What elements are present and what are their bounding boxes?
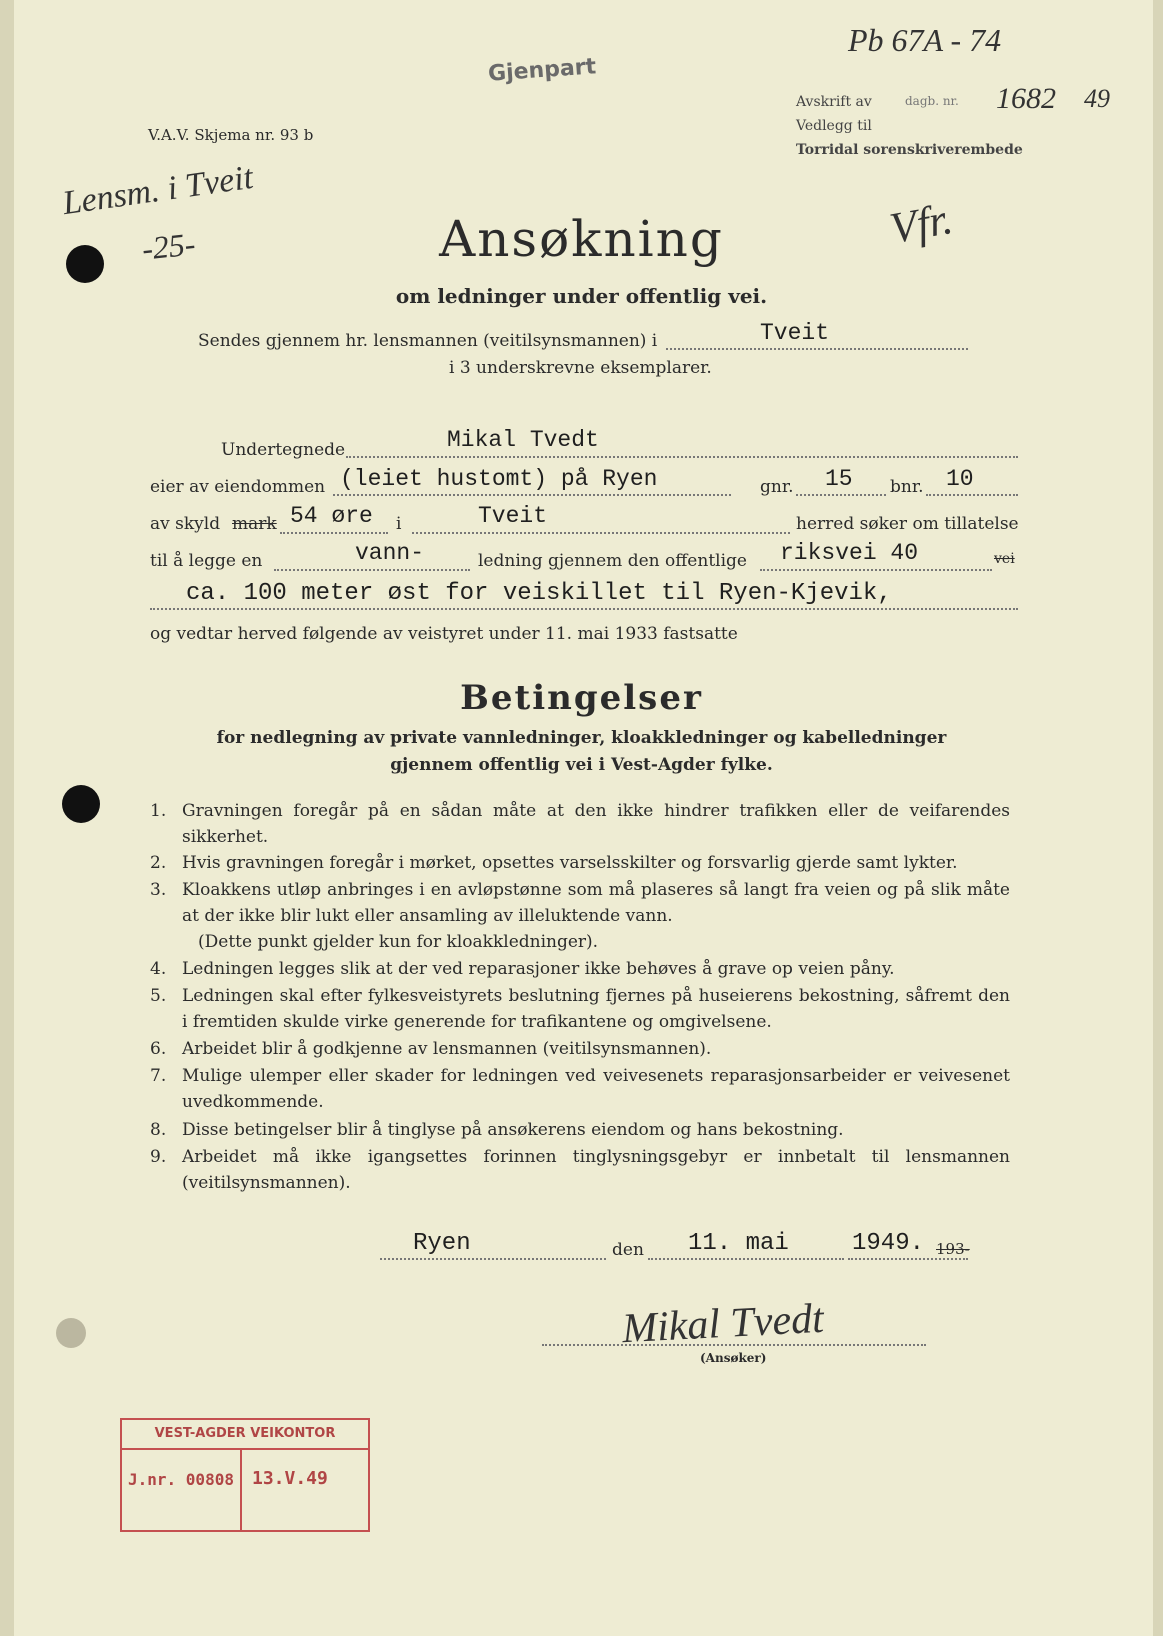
accept-text: og vedtar herved følgende av veistyret under 11. mai 1933 fastsatte [150,624,738,644]
office-stamp-title: VEST-AGDER VEIKONTOR [122,1420,368,1450]
condition-number: 1. [150,801,167,821]
condition-text: Arbeidet må ikke igangsettes forinnen tinglysningsgebyr er innbetalt til lensmannen (veitilsynsmannen). [182,1147,1010,1193]
copy-stamp: Gjenpart [487,54,597,87]
office-stamp-divider [240,1448,242,1530]
road-value: riksvei 40 [780,540,919,566]
avskrift-line-3: Torridal sorenskriverembede [796,142,1023,158]
date-value: 11. mai [688,1230,789,1257]
location-line [150,608,1018,610]
send-via-label: Sendes gjennem hr. lensmannen (veitilsynsmannen) i [198,331,658,351]
skyld-line [280,532,388,534]
initials-annotation: Vfr. [886,193,957,254]
condition-number: 7. [150,1066,167,1086]
place-value: Ryen [413,1230,471,1257]
gnr-label: gnr. [760,477,794,497]
conditions-subtitle-1: for nedlegning av private vannledninger, kloakkledninger og kabelledninger [216,728,947,748]
condition-number: 8. [150,1120,167,1140]
owner-label: eier av eiendommen [150,477,326,497]
undersigned-label: Undertegnede [221,440,346,460]
avskrift-dagbok-label: dagb. nr. [905,94,959,108]
avskrift-line-1: Avskrift av [796,94,872,110]
signature-caption: (Ansøker) [700,1351,767,1365]
road-line [760,569,992,571]
gnr-line [796,494,886,496]
condition-text: Kloakkens utløp anbringes i en avløpstønne som må plaseres så langt fra veien og på slik måte at der ikke blir lukt eller ansamling av illeluktende vann. [182,880,1010,926]
skyld-in-label: i [396,514,402,534]
skyld-value: 54 øre [290,503,373,529]
owner-line [333,494,731,496]
condition-text: Mulige ulemper eller skader for ledningen ved veivesenets reparasjonsarbeider er veivesenet uvedkommende. [182,1066,1010,1112]
skyld-struck-unit: mark [232,514,277,534]
office-stamp-journal: J.nr. 00808 [128,1470,234,1489]
date-line [648,1258,844,1260]
bnr-line [926,494,1018,496]
condition-number: 5. [150,986,167,1006]
margin-note-line1: Lensm. i Tveit [60,158,256,223]
condition-number: 3. [150,880,167,900]
copies-label: i 3 underskrevne eksemplarer. [449,358,712,378]
office-stamp-date: 13.V.49 [252,1468,328,1489]
condition-text: Disse betingelser blir å tinglyse på ansøkerens eiendom og hans bekostning. [182,1120,844,1140]
herred-label: herred søker om tillatelse [796,514,1019,534]
undersigned-value: Mikal Tvedt [447,427,599,453]
document-subtitle: om ledninger under offentlig vei. [395,284,768,308]
year-printed: 193- [936,1240,970,1258]
date-label: den [612,1240,644,1260]
punch-hole-middle [62,785,100,823]
lay-line [274,569,470,571]
lay-label: til å legge en [150,551,263,571]
year-value: 1949. [852,1230,925,1257]
through-label: ledning gjennem den offentlige [478,551,747,571]
office-stamp [120,1418,370,1532]
condition-text: Hvis gravningen foregår i mørket, opsettes varselsskilter og forsvarlig gjerde samt lykter. [182,853,958,873]
condition-text: Gravningen foregår på en sådan måte at den ikke hindrer trafikken eller de veifarendes sikkerhet. [182,801,1010,847]
condition-text: Ledningen skal efter fylkesveistyrets beslutning fjernes på huseierens bekostning, såfremt den i fremtiden skulde virke generende for trafikantene og omgivelsene. [182,986,1010,1032]
conditions-title: Betingelser [460,678,703,718]
punch-hole-bottom [56,1318,86,1348]
condition-number: 9. [150,1147,167,1167]
location-value: ca. 100 meter øst for veiskillet til Ryen-Kjevik, [186,580,892,607]
margin-note-line2: -25- [140,225,197,267]
bnr-label: bnr. [890,477,924,497]
document-title: Ansøkning [439,210,724,268]
owner-value: (leiet hustomt) på Ryen [340,466,658,492]
condition-text: (Dette punkt gjelder kun for kloakkledninger). [198,932,599,952]
applicant-signature: Mikal Tvedt [620,1295,825,1353]
schema-reference: V.A.V. Skjema nr. 93 b [148,126,314,144]
year-line [848,1258,968,1260]
avskrift-year: 49 [1084,84,1110,113]
place-line [380,1258,606,1260]
conditions-subtitle-2: gjennem offentlig vei i Vest-Agder fylke. [390,755,773,775]
bnr-value: 10 [946,466,974,492]
condition-text: Arbeidet blir å godkjenne av lensmannen (veitilsynsmannen). [182,1039,712,1059]
herred-value: Tveit [478,503,548,529]
condition-number: 2. [150,853,167,873]
send-via-value: Tveit [760,320,830,346]
herred-line [412,532,790,534]
condition-number: 6. [150,1039,167,1059]
corner-archive-note: Pb 67A - 74 [848,22,1002,58]
avskrift-number: 1682 [996,82,1056,115]
condition-text: Ledningen legges slik at der ved reparasjoner ikke behøves å grave op veien påny. [182,959,895,979]
lay-value: vann- [355,540,425,566]
undersigned-line [346,456,1018,458]
road-suffix: vei [994,551,1015,567]
send-via-line [666,348,968,350]
condition-number: 4. [150,959,167,979]
avskrift-line-2: Vedlegg til [796,118,872,134]
gnr-value: 15 [825,466,853,492]
skyld-label: av skyld [150,514,221,534]
